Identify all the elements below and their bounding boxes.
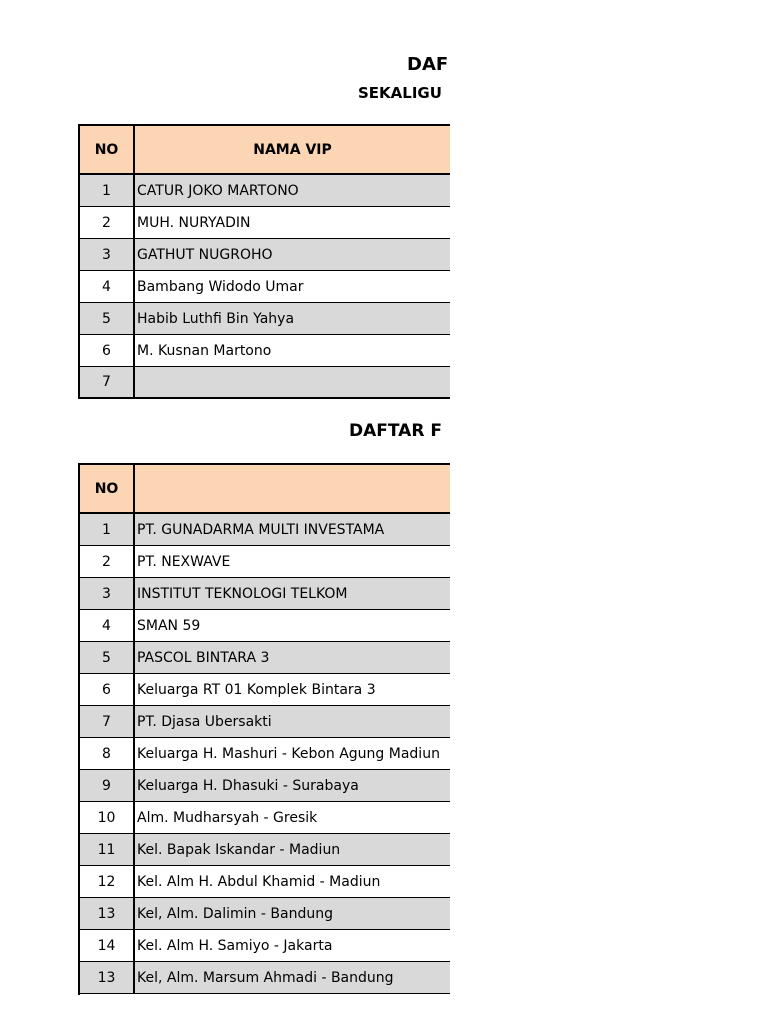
header-name xyxy=(135,465,450,512)
table-row xyxy=(80,898,450,930)
sponsor-table xyxy=(78,463,450,995)
document-subtitle: SEKALIGU xyxy=(358,84,442,102)
row-no: 4 xyxy=(80,271,135,302)
table-row xyxy=(80,514,450,546)
row-name: Kel. Alm H. Abdul Khamid - Madiun xyxy=(137,873,381,890)
row-name: SMAN 59 xyxy=(137,617,201,634)
row-no: 5 xyxy=(80,642,135,673)
table-row xyxy=(80,930,450,962)
table-row xyxy=(80,207,450,239)
row-no: 13 xyxy=(80,898,135,929)
row-name: Keluarga H. Dhasuki - Surabaya xyxy=(137,777,359,794)
row-no: 1 xyxy=(80,514,135,545)
row-no: 8 xyxy=(80,738,135,769)
row-name: PT. NEXWAVE xyxy=(137,553,231,570)
table-row xyxy=(80,239,450,271)
header-no: NO xyxy=(80,465,135,512)
row-no: 2 xyxy=(80,546,135,577)
header-name: NAMA VIP xyxy=(253,141,332,158)
table-row xyxy=(80,834,450,866)
table-row xyxy=(80,642,450,674)
table-row xyxy=(80,674,450,706)
row-name xyxy=(135,367,450,397)
row-name: Bambang Widodo Umar xyxy=(137,278,304,295)
table-row xyxy=(80,367,450,399)
table-body xyxy=(80,514,450,994)
row-no: 10 xyxy=(80,802,135,833)
row-name: MUH. NURYADIN xyxy=(137,214,251,231)
table-body xyxy=(80,175,450,399)
table-row xyxy=(80,738,450,770)
table-row xyxy=(80,610,450,642)
row-no: 5 xyxy=(80,303,135,334)
table-row xyxy=(80,271,450,303)
table-row xyxy=(80,335,450,367)
row-name: Kel. Bapak Iskandar - Madiun xyxy=(137,841,341,858)
table-row xyxy=(80,770,450,802)
table-row xyxy=(80,866,450,898)
row-name: Alm. Mudharsyah - Gresik xyxy=(137,809,318,826)
row-name: M. Kusnan Martono xyxy=(137,342,272,359)
table-row xyxy=(80,706,450,738)
row-no: 12 xyxy=(80,866,135,897)
row-name: Habib Luthfi Bin Yahya xyxy=(137,310,295,327)
row-name: Keluarga H. Mashuri - Kebon Agung Madiun xyxy=(137,745,440,762)
row-no: 3 xyxy=(80,578,135,609)
table-row xyxy=(80,546,450,578)
row-name: INSTITUT TEKNOLOGI TELKOM xyxy=(137,585,348,602)
row-name: PT. GUNADARMA MULTI INVESTAMA xyxy=(137,521,385,538)
table-row xyxy=(80,578,450,610)
table-row xyxy=(80,962,450,994)
table-row xyxy=(80,175,450,207)
header-no: NO xyxy=(80,126,135,173)
vip-table xyxy=(78,124,450,399)
row-name: PASCOL BINTARA 3 xyxy=(137,649,270,666)
row-no: 9 xyxy=(80,770,135,801)
row-no: 6 xyxy=(80,674,135,705)
row-name: Kel, Alm. Dalimin - Bandung xyxy=(137,905,333,922)
row-no: 14 xyxy=(80,930,135,961)
table-header xyxy=(80,126,450,175)
table-row xyxy=(80,303,450,335)
document-title: DAF xyxy=(407,54,449,75)
table-row xyxy=(80,802,450,834)
row-no: 3 xyxy=(80,239,135,270)
row-name: Kel, Alm. Marsum Ahmadi - Bandung xyxy=(137,969,394,986)
row-name: Kel. Alm H. Samiyo - Jakarta xyxy=(137,937,333,954)
row-no: 4 xyxy=(80,610,135,641)
row-name: CATUR JOKO MARTONO xyxy=(137,182,299,199)
row-no: 7 xyxy=(80,367,135,397)
row-name: PT. Djasa Ubersakti xyxy=(137,713,272,730)
row-name: GATHUT NUGROHO xyxy=(137,246,273,263)
row-no: 2 xyxy=(80,207,135,238)
row-no: 13 xyxy=(80,962,135,993)
row-no: 11 xyxy=(80,834,135,865)
row-no: 6 xyxy=(80,335,135,366)
section-title: DAFTAR F xyxy=(349,421,442,441)
row-name: Keluarga RT 01 Komplek Bintara 3 xyxy=(137,681,376,698)
table-header xyxy=(80,465,450,514)
row-no: 7 xyxy=(80,706,135,737)
row-no: 1 xyxy=(80,175,135,206)
